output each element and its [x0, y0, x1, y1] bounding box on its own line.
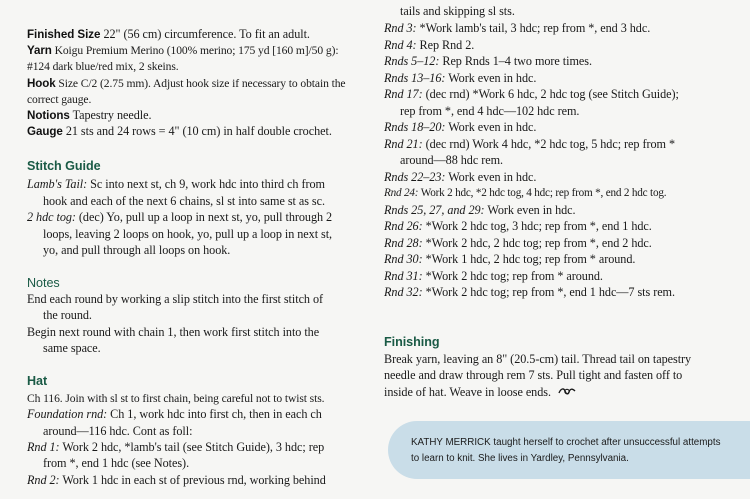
finished-size-line: [27, 26, 310, 43]
notes-p2-line-2: same space.: [43, 341, 101, 355]
rnd3-line: [384, 20, 650, 37]
rnd21-text: (dec rnd) Work 4 hdc, *2 hdc tog, 5 hdc; rep from *: [425, 137, 675, 151]
lambs-tail-line-2: hook and each of the next 6 chains, sl st into same st as sc.: [43, 194, 325, 208]
rnd31-text: *Work 2 hdc tog; rep from * around.: [425, 269, 603, 283]
rnd24-line: [384, 185, 666, 202]
author-bio-box: [388, 421, 750, 479]
rnd32-label: Rnd 32:: [384, 285, 423, 299]
hdc-tog-label: 2 hdc tog:: [27, 210, 76, 224]
hdc-tog-line-2: loops, leaving 2 loops on hook, yo, pull up a loop in next st,: [43, 227, 333, 241]
rnd21-label: Rnd 21:: [384, 137, 423, 151]
gauge-text: 21 sts and 24 rows = 4" (10 cm) in half double crochet.: [65, 124, 332, 138]
rnd2-label: Rnd 2:: [27, 473, 60, 487]
rnd17-line: [384, 86, 679, 103]
rnd13-label: Rnds 13–16:: [384, 71, 446, 85]
rnd5-text: Rep Rnds 1–4 two more times.: [442, 54, 592, 68]
finishing-text-3: inside of hat. Weave in loose ends.: [384, 385, 551, 399]
rnd5-label: Rnds 5–12:: [384, 54, 440, 68]
rnd18-label: Rnds 18–20:: [384, 120, 446, 134]
notions-text: Tapestry needle.: [72, 108, 152, 122]
lambs-tail-label: Lamb's Tail:: [27, 177, 88, 191]
rnd28-label: Rnd 28:: [384, 236, 423, 250]
notions-label: Notions: [27, 109, 70, 122]
hdc-tog-text: (dec) Yo, pull up a loop in next st, yo, pull through 2: [78, 210, 333, 224]
rnd21-line-2: around—88 hdc rem.: [400, 153, 504, 167]
rnd1-line-2: from *, end 1 hdc (see Notes).: [43, 456, 190, 470]
rnd25-label: Rnds 25, 27, and 29:: [384, 203, 485, 217]
hdc-tog-line-3: yo, and pull through all loops on hook.: [43, 243, 231, 257]
hat-ch-line: Ch 116. Join with sl st to first chain, being careful not to twist sts.: [27, 392, 325, 405]
rnd2-continued: tails and skipping sl sts.: [400, 4, 515, 18]
rnd2-line: [27, 472, 326, 489]
rnd17-line-2: rep from *, end 4 hdc—102 hdc rem.: [400, 104, 580, 118]
rnd30-label: Rnd 30:: [384, 252, 423, 266]
rnd26-line: [384, 218, 652, 235]
foundation-text: Ch 1, work hdc into first ch, then in each ch: [110, 407, 322, 421]
lambs-tail-line: [27, 176, 325, 193]
rnd17-label: Rnd 17:: [384, 87, 423, 101]
foundation-line-2: around—116 hdc. Cont as foll:: [43, 424, 193, 438]
bio-text-1: taught herself to crochet after unsuccessful attempts: [490, 437, 721, 448]
rnd22-line: [384, 169, 536, 186]
yarn-line: [27, 42, 338, 59]
foundation-label: Foundation rnd:: [27, 407, 108, 421]
notes-p2-line-1: Begin next round with chain 1, then work first stitch into the: [27, 325, 320, 339]
hook-label: Hook: [27, 77, 56, 90]
rnd21-line: [384, 136, 675, 153]
notes-heading: Notes: [27, 276, 60, 290]
lambs-tail-text: Sc into next st, ch 9, work hdc into third ch from: [90, 177, 325, 191]
notes-p1-line-1: End each round by working a slip stitch into the first stitch of: [27, 292, 324, 306]
rnd25-text: Work even in hdc.: [487, 203, 576, 217]
rnd28-text: *Work 2 hdc, 2 hdc tog; rep from *, end 2 hdc.: [425, 236, 652, 250]
rnd13-text: Work even in hdc.: [448, 71, 537, 85]
yarn-loop-icon: [558, 384, 576, 401]
rnd1-text: Work 2 hdc, *lamb's tail (see Stitch Guide), 3 hdc; rep: [62, 440, 325, 454]
rnd4-text: Rep Rnd 2.: [419, 38, 475, 52]
rnd24-text: Work 2 hdc, *2 hdc tog, 4 hdc; rep from *, end 2 hdc tog.: [420, 187, 667, 199]
rnd31-line: [384, 268, 603, 285]
finished-size-label: Finished Size: [27, 28, 101, 41]
finished-size-text: 22" (56 cm) circumference. To fit an adult.: [103, 27, 310, 41]
rnd22-label: Rnds 22–23:: [384, 170, 446, 184]
rnd22-text: Work even in hdc.: [448, 170, 537, 184]
gauge-line: [27, 123, 332, 140]
yarn-line-2: #124 dark blue/red mix, 2 skeins.: [27, 60, 179, 73]
author-name: KATHY MERRICK: [411, 437, 491, 448]
finishing-line-1: Break yarn, leaving an 8" (20.5-cm) tail. Thread tail on tapestry: [384, 352, 692, 366]
rnd30-line: [384, 251, 635, 268]
hdc-tog-line: [27, 209, 332, 226]
rnd26-text: *Work 2 hdc tog, 3 hdc; rep from *, end 1 hdc.: [425, 219, 652, 233]
stitch-guide-heading: Stitch Guide: [27, 159, 101, 173]
rnd25-line: [384, 202, 576, 219]
rnd18-line: [384, 119, 536, 136]
rnd32-line: [384, 284, 675, 301]
rnd24-label: Rnd 24:: [384, 187, 419, 199]
rnd28-line: [384, 235, 652, 252]
rnd32-text: *Work 2 hdc tog; rep from *, end 1 hdc—7 sts rem.: [425, 285, 675, 299]
rnd3-label: Rnd 3:: [384, 21, 417, 35]
gauge-label: Gauge: [27, 125, 63, 138]
notes-p1-line-2: the round.: [43, 308, 92, 322]
bio-line-1: [411, 436, 720, 450]
bio-line-2: to learn to knit. She lives in Yardley, Pennsylvania.: [411, 453, 629, 464]
rnd30-text: *Work 1 hdc, 2 hdc tog; rep from * around.: [425, 252, 636, 266]
rnd3-text: *Work lamb's tail, 3 hdc; rep from *, end 3 hdc.: [419, 21, 651, 35]
hook-line: [27, 75, 345, 92]
yarn-text: Koigu Premium Merino (100% merino; 175 yd [160 m]/50 g):: [54, 44, 339, 57]
yarn-label: Yarn: [27, 44, 52, 57]
hook-line-2: correct gauge.: [27, 93, 92, 106]
notions-line: [27, 107, 151, 124]
rnd2-text: Work 1 hdc in each st of previous rnd, working behind: [62, 473, 326, 487]
hook-text: Size C/2 (2.75 mm). Adjust hook size if necessary to obtain the: [58, 77, 346, 90]
finishing-heading: Finishing: [384, 335, 440, 349]
rnd1-line: [27, 439, 324, 456]
foundation-line: [27, 406, 322, 423]
finishing-line-2: needle and draw through rem 7 sts. Pull tight and fasten off to: [384, 368, 683, 382]
rnd17-text: (dec rnd) *Work 6 hdc, 2 hdc tog (see Stitch Guide);: [425, 87, 679, 101]
rnd4-line: [384, 37, 474, 54]
rnd26-label: Rnd 26:: [384, 219, 423, 233]
rnd13-line: [384, 70, 536, 87]
rnd18-text: Work even in hdc.: [448, 120, 537, 134]
rnd4-label: Rnd 4:: [384, 38, 417, 52]
rnd1-label: Rnd 1:: [27, 440, 60, 454]
rnd5-line: [384, 53, 592, 70]
hat-heading: Hat: [27, 374, 48, 388]
finishing-line-3: [384, 384, 576, 401]
rnd31-label: Rnd 31:: [384, 269, 423, 283]
